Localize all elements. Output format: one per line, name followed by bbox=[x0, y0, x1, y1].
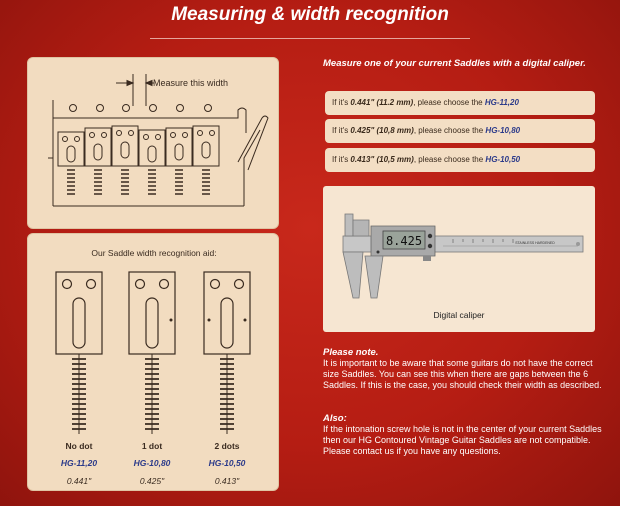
choice-middle: , please choose the bbox=[413, 98, 485, 107]
saddle-no-dot bbox=[56, 272, 102, 354]
measure-intro: Measure one of your current Saddles with a digital caliper. bbox=[323, 58, 586, 69]
note-title: Please note. bbox=[323, 347, 379, 358]
choice-row bbox=[325, 148, 595, 172]
measure-label: Measure this width bbox=[153, 78, 229, 88]
title-divider bbox=[150, 38, 470, 39]
bridge-diagram-panel bbox=[27, 57, 279, 229]
note-text: It is important to be aware that some guitars do not have the correct size Saddles. You can see this when there are gaps between the 6 Saddles. If this is the case, you should check their width as described. bbox=[323, 358, 602, 391]
also-text: If the intonation screw hole is not in the center of your current Saddles then our HG Contoured Vintage Guitar Saddles are not compatible. Please contact us if you have any questions. bbox=[323, 424, 602, 457]
saddle-dot-marker bbox=[208, 319, 211, 322]
choice-prefix: If it's bbox=[332, 98, 351, 107]
saddle-dots-label: 1 dot bbox=[141, 441, 163, 451]
choice-middle: , please choose the bbox=[413, 155, 486, 164]
choice-model: HG-10,80 bbox=[485, 126, 521, 135]
also-title: Also: bbox=[323, 413, 347, 424]
caliper-display: 8.425 bbox=[385, 234, 423, 248]
saddle-dots-label: 2 dots bbox=[214, 441, 240, 451]
saddle-width: 0.413" bbox=[214, 476, 240, 486]
choice-prefix: If it's bbox=[332, 126, 351, 135]
recognition-aid-panel bbox=[27, 233, 279, 491]
saddle-row bbox=[58, 126, 219, 166]
caliper-caption: Digital caliper bbox=[433, 310, 485, 320]
recognition-aid-diagram bbox=[28, 234, 280, 492]
saddle-one-dot bbox=[129, 272, 175, 354]
bridge-diagram bbox=[28, 58, 280, 230]
saddle-model: HG-10,80 bbox=[133, 458, 171, 468]
saddle-springs bbox=[72, 359, 234, 429]
choice-measure: 0.441" (11.2 mm) bbox=[350, 98, 414, 107]
caliper-blade-text: STAINLESS HARDENED bbox=[515, 241, 555, 245]
choice-model: HG-10,50 bbox=[485, 155, 521, 164]
saddle-two-dots bbox=[204, 272, 250, 354]
saddle-dots-label: No dot bbox=[65, 441, 93, 451]
saddle-width: 0.441" bbox=[66, 476, 92, 486]
choice-model: HG-11,20 bbox=[484, 98, 519, 107]
choice-measure: 0.425" (10,8 mm) bbox=[350, 126, 414, 135]
choice-measure: 0.413" (10,5 mm) bbox=[350, 155, 414, 164]
choice-prefix: If it's bbox=[332, 155, 351, 164]
choice-row bbox=[325, 91, 595, 115]
caliper-image bbox=[323, 186, 595, 332]
recognition-title: Our Saddle width recognition aid: bbox=[91, 248, 217, 258]
saddle-model: HG-10,50 bbox=[208, 458, 246, 468]
saddle-dot-marker bbox=[170, 319, 173, 322]
saddle-model: HG-11,20 bbox=[60, 458, 98, 468]
choice-row bbox=[325, 119, 595, 143]
saddle-width: 0.425" bbox=[139, 476, 165, 486]
choice-middle: , please choose the bbox=[413, 126, 486, 135]
page-title: Measuring & width recognition bbox=[171, 4, 449, 25]
saddle-dot-marker bbox=[244, 319, 247, 322]
